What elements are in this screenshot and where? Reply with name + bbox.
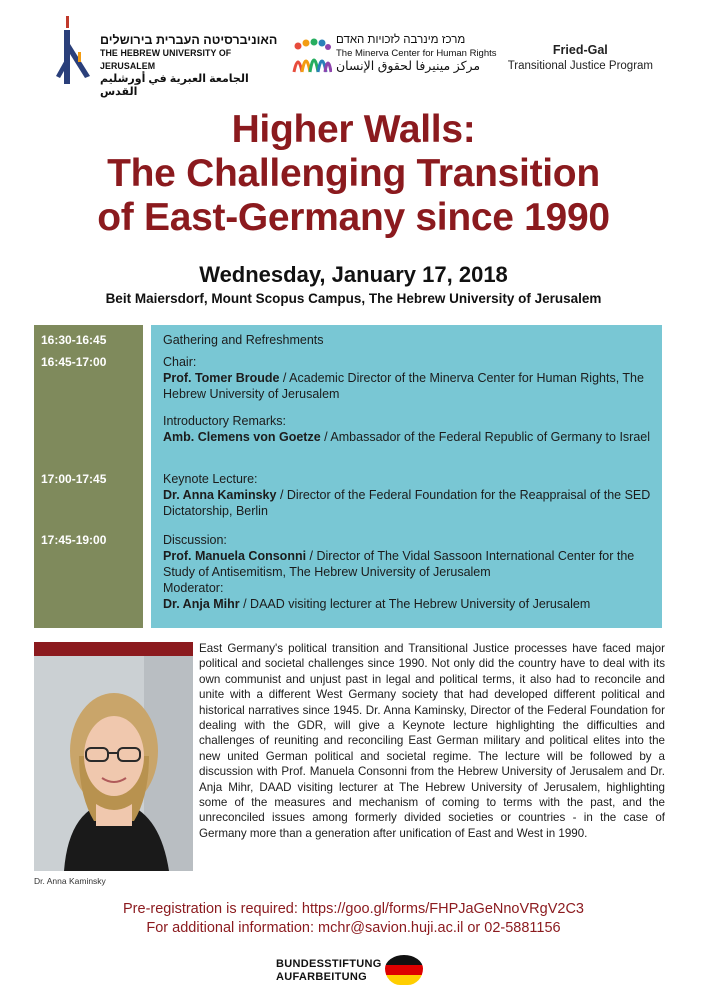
agenda-discussion — [163, 532, 658, 612]
moderator-label: Moderator: — [163, 581, 224, 595]
keynote-label: Keynote Lecture: — [163, 472, 258, 486]
speaker-photo — [34, 642, 193, 871]
minerva-english-name: The Minerva Center for Human Rights — [336, 48, 497, 59]
contact-info: For additional information: mchr@savion.huji.ac.il or 02-5881156 — [146, 920, 561, 936]
time-slot: 16:30-16:45 — [41, 333, 107, 347]
chair-label: Chair: — [163, 355, 197, 369]
intro-label: Introductory Remarks: — [163, 414, 286, 428]
moderator-name: Dr. Anja Mihr — [163, 597, 240, 611]
registration-info — [0, 900, 707, 938]
moderator-role: / DAAD visiting lecturer at The Hebrew University of Jerusalem — [239, 597, 591, 611]
header-logos — [0, 14, 707, 98]
agenda-chair — [163, 354, 658, 402]
title-line-3: of East-Germany since 1990 — [97, 196, 610, 239]
discussion-name: Prof. Manuela Consonni — [163, 549, 307, 563]
bundesstiftung-line-1: BUNDESSTIFTUNG — [276, 958, 382, 970]
event-description: East Germany's political transition and Transitional Justice processes have faced major political and societal challenges since 1990. Not only did the country have to deal with its own communist and unjust past in legal and political terms, it also had to reconcile and unite with a different West Germany society that had developed different political and historical narratives since 1945. Dr. Anna Kaminsky, Director of the Federal Foundation for dealing with the GDR, will give a Keynote lecture highlighting the difficulties and challenges of reuniting and reconciling East German military and political elites into the new united German political and societal regime. The lecture will be followed by a discussion with Prof. Manuela Consonni from the Hebrew University of Jerusalem and Dr. Anja Mihr, DAAD visiting lecturer at The Hebrew University of Jerusalem, highlighting some of the measures and mechanism of coming to terms with the past, and the unreconciled issues among formerly divided societies or countries - in the case of Germany more than a generation after unification of East and West in 1990. — [199, 642, 665, 840]
hebrew-university-emblem-icon — [52, 14, 96, 86]
photo-caption: Dr. Anna Kaminsky — [34, 876, 106, 886]
registration-link: Pre-registration is required: https://goo.gl/forms/FHPJaGeNnoVRgV2C3 — [123, 901, 584, 917]
keynote-name: Dr. Anna Kaminsky — [163, 488, 277, 502]
chair-role: / Academic Director of the Minerva Center for Human Rights, The Hebrew University of Jerusalem — [163, 371, 644, 401]
huji-hebrew-name: האוניברסיטה העברית בירושלים — [100, 33, 278, 47]
minerva-people-icon — [292, 38, 332, 74]
time-slot: 16:45-17:00 — [41, 355, 107, 369]
fried-gal-name: Fried-Gal — [552, 43, 608, 57]
discussion-role: / Director of The Vidal Sassoon International Center for the Study of Antisemitism, The Hebrew University of Jerusalem — [163, 549, 635, 579]
times-column — [34, 325, 143, 628]
agenda-column — [151, 325, 662, 628]
agenda-keynote — [163, 471, 658, 519]
huji-arabic-name: الجامعة العبرية في أورشليم القدس — [100, 73, 249, 98]
german-flag-icon — [385, 955, 423, 985]
event-venue: Beit Maiersdorf, Mount Scopus Campus, The Hebrew University of Jerusalem — [105, 291, 602, 306]
chair-name: Prof. Tomer Broude — [163, 371, 280, 385]
bundesstiftung-line-2: AUFARBEITUNG — [276, 971, 367, 983]
agenda-gathering: Gathering and Refreshments — [163, 333, 324, 347]
fried-gal-logo — [508, 42, 653, 74]
bundesstiftung-logo — [258, 955, 458, 995]
hebrew-university-logo — [52, 14, 287, 98]
huji-english-name: THE HEBREW UNIVERSITY OF JERUSALEM — [100, 48, 232, 71]
event-title — [0, 108, 707, 240]
minerva-arabic-name: مركز مينيرفا لحقوق الإنسان — [336, 59, 481, 73]
intro-name: Amb. Clemens von Goetze — [163, 430, 321, 444]
title-line-1: Higher Walls: — [231, 108, 476, 151]
keynote-role: / Director of the Federal Foundation for the Reappraisal of the SED Dictatorship, Berlin — [163, 488, 651, 518]
portrait-image — [34, 656, 193, 871]
discussion-label: Discussion: — [163, 533, 227, 547]
agenda-intro — [163, 413, 658, 445]
intro-role: / Ambassador of the Federal Republic of Germany to Israel — [320, 430, 651, 444]
time-slot: 17:45-19:00 — [41, 533, 107, 547]
event-date: Wednesday, January 17, 2018 — [199, 262, 508, 287]
title-line-2: The Challenging Transition — [107, 152, 600, 195]
program-schedule — [34, 325, 662, 628]
fried-gal-program: Transitional Justice Program — [507, 60, 653, 72]
time-slot: 17:00-17:45 — [41, 472, 107, 486]
minerva-hebrew-name: מרכז מינרבה לזכויות האדם — [336, 34, 466, 46]
minerva-center-logo — [292, 34, 522, 94]
